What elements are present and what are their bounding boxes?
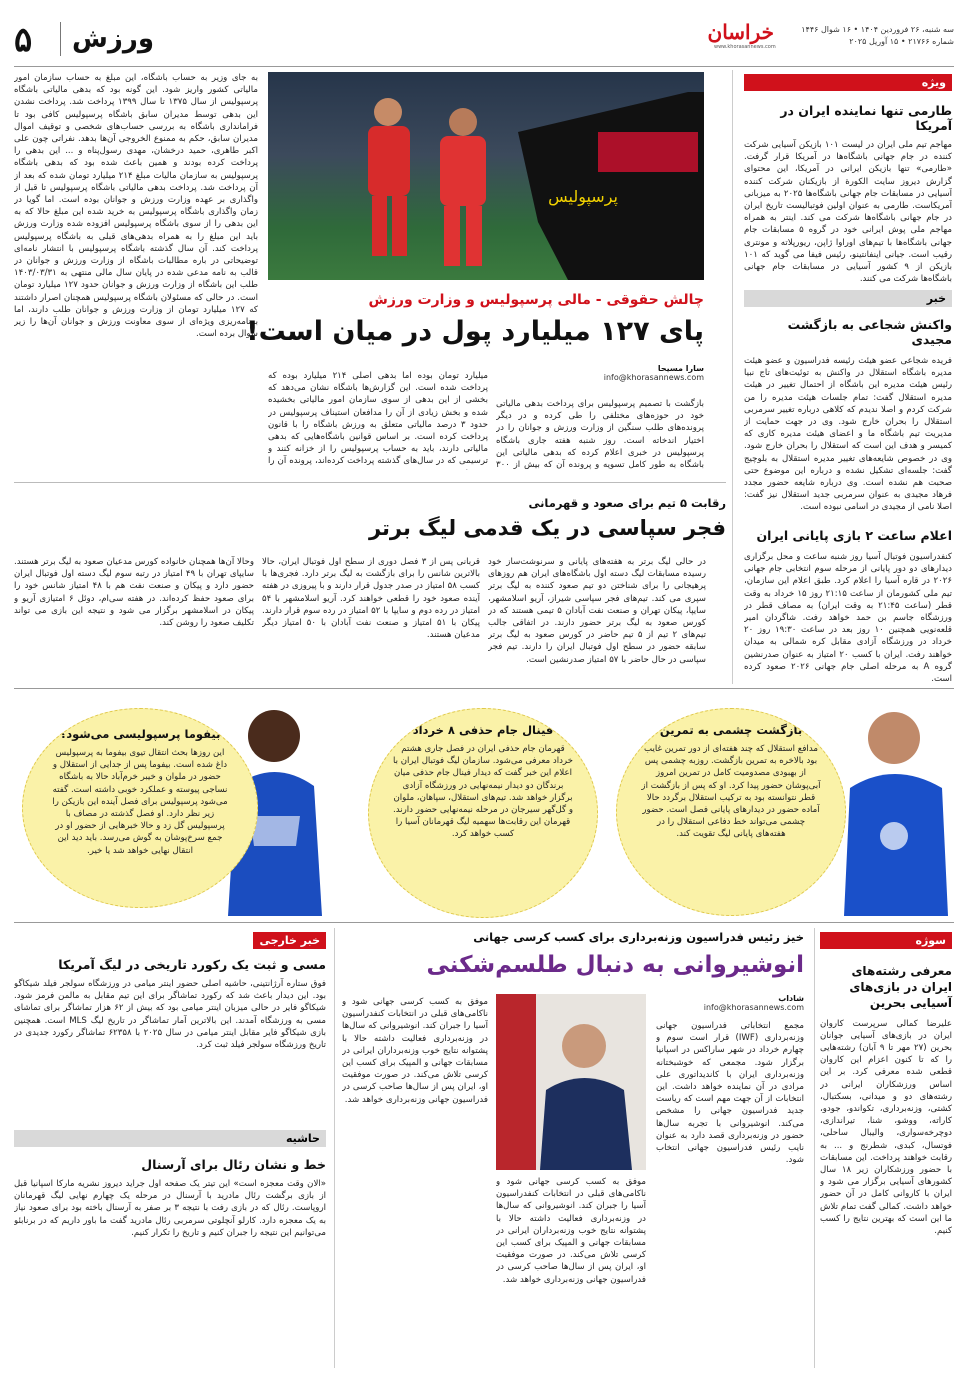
main-story-kicker: چالش حقوقی - مالی پرسپولیس و وزارت ورزش: [368, 292, 704, 308]
sidebar-special-title: طارمی تنها نماینده ایران در آمریکا: [780, 103, 952, 133]
main-story-col2: بازگشت با تصمیم پرسپولیس برای پرداخت بدهی مالیاتی خود در حوزه‌های مختلفی را طی کرده و در دیگر پرونده‌های طلب سنگین از وزارت ورزش و جوانان را در اختیار اندخاته است. روز شنبه هفته جاری باشگاه پرسپولیس در خبری اعلام کرده که بدهی مالیاتی این باشگاه به طور کامل تسویه و پرونده آن که بیش از ۳۰۰: [496, 399, 704, 470]
header-divider: [60, 22, 61, 56]
player-cheshmi-illustration: [836, 696, 956, 916]
feature-cup-final-body: قهرمان جام حذفی ایران در فصل جاری هشتم خرداد معرفی می‌شود. سازمان لیگ فوتبال ایران با اعلام این خبر گفت که دیدار فینال جام حذفی میان برندگان دو دیدار نیمه‌نهایی در ورزشگاه آزادی برگزار خواهد شد. تیم‌های استقلال، سپاهان، ملوان و گل‌گهر سیرجان در مرحله نیمه‌نهایی حضور دارند. قهرمان این رقابت‌ها سهمیه لیگ قهرمانان آسیا را کسب خواهد کرد.: [393, 744, 573, 840]
main-story-byline: [600, 364, 704, 382]
feature-cheshmi-title: بازگشت چشمی به تمرین: [659, 723, 803, 737]
main-story-headline: پای ۱۲۷ میلیارد پول در میان است!: [246, 316, 704, 347]
feature-bifouma-body: این روزها بحث انتقال تیوی بیفوما به پرسپولیس داغ شده است. بیفوما پس از جدایی از استقلال و حضور در ملوان و خیبر خرم‌آباد حالا به باشگاه نساجی پیوسته و عملکرد خوبی داشته است. گفته می‌شود پرسپولیس برای فصل آینده این بازیکن را زیر نظر دارد. او فصل گذشته در مصاف با پرسپولیس گل زد و حالا خبرهایی از حضور او در جمع سرخ‌پوشان به گوش می‌رسد. باید دید این انتقال نهایی خواهد شد یا خیر.: [52, 748, 228, 856]
page-header: [14, 14, 954, 64]
rule-fajr: [14, 688, 954, 689]
feature-cheshmi-body: مدافع استقلال که چند هفته‌ای از دور تمرین غایب بود بالاخره به تمرین بازگشت. روزبه چشمی پس از بهبودی مصدومیت کامل در تمرین امروز آبی‌پوشان حضور پیدا کرد. او که پس از بازگشت از قطر نتوانسته بود به ترکیب استقلال برگردد حالا آماده حضور در دیدارهای پایانی فصل است. حضور چشمی می‌تواند خط دفاعی استقلال را در هفته‌های پایانی لیگ تقویت کند.: [641, 744, 821, 840]
foreign-news-title: مسی و ثبت یک رکورد تاریخی در لیگ آمریکا: [58, 957, 326, 972]
page-number: ۵: [14, 20, 33, 60]
logo: خراسان: [707, 20, 774, 44]
sidebar-special: [744, 74, 952, 299]
sidebar-subject-body: علیرضا کمالی سرپرست کاروان ایران در بازی‌های آسیایی جوانان بحرین (۲۷ مهر تا ۹ آبان) رشته‌هایی را که تا کنون اعزام این کاروان قطعی شده معرفی کرد. بر این اساس ورزشکاران ایرانی در رشته‌های دو و میدانی، بسکتبال، کشتی، وزنه‌برداری، تکواندو، جودو، کاراته، ووشو، شنا، تیراندازی، دوچرخه‌سواری، والیبال ساحلی، فوتسال، کبدی، شطرنج و ... به رقابت خواهند پرداخت. این مسابقات با حضور ورزشکاران زیر ۱۸ سال کشورهای آسیایی برگزار می شود و ایران با کاروانی کامل در آن حضور خواهد داشت. کمالی گفت تمام تلاش ما این است که بهترین نتایج را کسب کنیم.: [820, 1018, 952, 1237]
wl-divider: [334, 928, 335, 1368]
sidebar-news: [744, 290, 952, 523]
anoushiravani-illustration: [496, 994, 646, 1170]
main-story-photo: [268, 72, 704, 280]
feature-cheshmi: [616, 708, 846, 916]
feature-bifouma-title: بیفوما پرسپولیسی می‌شود؟: [59, 727, 221, 741]
byline-name: سارا مسیحا: [657, 364, 704, 373]
fajr-headline: فجر سپاسی در یک قدمی لیگ برتر: [368, 516, 726, 540]
label-special: ویژه: [744, 74, 952, 91]
sidebar-divider: [732, 70, 733, 684]
feature-cup-final: [368, 708, 598, 918]
sidebar-time: [744, 528, 952, 687]
date-block: سه شنبه، ۲۶ فروردین ۱۴۰۴ • ۱۶ شوال ۱۴۴۶ شماره ۲۱۷۶۶ • ۱۵ آوریل ۲۰۲۵: [801, 25, 954, 46]
masthead: [707, 20, 776, 50]
rule-features: [14, 922, 954, 923]
sidebar-time-body: کنفدراسیون فوتبال آسیا روز شنبه ساعت و محل برگزاری دیدارهای دو دور پایانی از مرحله سوم انتخابی جام جهانی ۲۰۲۶ در قاره آسیا را اعلام کرد. طبق اعلام این سازمان، تیم ملی کشورمان از ساعت ۲۱:۱۵ روز ۱۵ خرداد به وقت قطر (ساعت ۲۱:۴۵ به وقت ایران) به مصاف قطر در ورزشگاه جاسم بن حمد خواهد رفت. شاگردان امیر قلعه‌نویی همچنین ۱۰ روز بعد در ساعت ۱۹:۳۰ روز ۲۰ خرداد در ورزشگاه آزادی مقابل کره شمالی به میدان خواهند رفت. ایران با کسب ۲۰ امتیاز به عنوان صدرنشین گروه A به مرحله اصلی جام جهانی ۲۰۲۶ صعود کرده است.: [744, 552, 952, 685]
weightlifting-headline: انوشیروانی به دنبال طلسم‌شکنی: [426, 952, 804, 978]
weightlifting-photo: [496, 994, 646, 1170]
label-news: خبر: [744, 290, 952, 307]
sidebar-news-title: واکنش شجاعی به بازگشت مجیدی: [787, 317, 952, 347]
weightlifting-col2: موفق به کسب کرسی جهانی شود و ناکامی‌های قبلی در انتخابات کنفدراسیون آسیا را جبران کند. انوشیروانی که سال‌ها در وزنه‌برداری فعالیت داشته حالا با پشتوانه نتایج خوب وزنه‌برداران ایرانی در مسابقات جهانی و المپیک برای کسب این کرسی تلاش می‌کند. در صورت موفقیت او، ایران پس از سال‌ها صاحب کرسی در فدراسیون جهانی وزنه‌برداری خواهد شد.: [342, 997, 488, 1105]
players-illustration: [268, 72, 704, 280]
date-en: ۱۵ آوریل ۲۰۲۵: [849, 37, 899, 46]
feature-bifouma: [22, 708, 258, 908]
margin-news-body: «الان وقت معجزه است» این تیتر یک صفحه اول جراید دیروز نشریه مارکا اسپانیا قبل از بازی برگشت رئال مادرید با آرسنال در مرحله یک چهارم نهایی لیگ قهرمانان اروپاست. رئال که در بازی رفت با نتیجه ۳ بر صفر به آرسنال باخته بود برای صعود نیاز به یک معجزه دارد. کارلو آنچلوتی سرمربی رئال مادرید گفت ما باور داریم که در برنابئو می‌توانیم این نتیجه را جبران کنیم و تاریخ را تکرار کنیم.: [14, 1179, 326, 1238]
fajr-col3: وحالا آن‌ها همچنان خانواده کورس مدعیان صعود به لیگ برتر هستند. سایپای تهران با ۴۹ امتیاز در رتبه سوم لیگ دسته اول فوتبال ایران حضور دارد و پیکان و صنعت نفت هم با ۴۸ امتیاز شانس خود را برای صعود حفظ کرده‌اند. در هفته سی‌ام، دوئل ۶ امتیازی آریو و پیکان در اسلامشهر برگزار می شود و نتیجه این بازی می تواند تکلیف صعود را روشن کند.: [14, 557, 254, 629]
sidebar-subject: [820, 932, 952, 1344]
weightlifting-col1b: موفق به کسب کرسی جهانی شود و ناکامی‌های قبلی در انتخابات کنفدراسیون آسیا را جبران کند. انوشیروانی که سال‌ها در وزنه‌برداری فعالیت داشته حالا با پشتوانه نتایج خوب وزنه‌برداران ایرانی در مسابقات جهانی و المپیک برای کسب این کرسی تلاش می‌کند. در صورت موفقیت او، ایران پس از سال‌ها صاحب کرسی در فدراسیون جهانی وزنه‌برداری خواهد شد.: [496, 1177, 646, 1285]
label-margin: حاشیه: [14, 1130, 326, 1147]
section-title: ورزش: [72, 24, 154, 54]
fajr-col2: قربانی پس از ۳ فصل دوری از سطح اول فوتبال ایران، حالا بالاترین شانس را برای بازگشت به لیگ برتر دارد. فجری‌ها با کسب ۵۸ امتیاز در صدر جدول قرار دارند و با پیروزی در هفته آینده صعود خود را قطعی خواهند کرد. آریو اسلامشهر با ۵۴ امتیاز در رده دوم و سایپا با ۵۲ امتیاز در رده سوم قرار دارند. پیکان با ۵۱ امتیاز و صنعت نفت آبادان با ۵۰ امتیاز دیگر مدعیان هستند.: [262, 557, 480, 641]
rule-main: [14, 482, 726, 483]
date-hijri: ۱۶ شوال ۱۴۴۶: [801, 25, 851, 34]
date-fa: سه شنبه، ۲۶ فروردین ۱۴۰۴: [860, 25, 954, 34]
weightlifting-byline: [694, 994, 804, 1012]
sidebar-time-title: اعلام ساعت ۲ بازی پایانی ایران: [756, 528, 952, 543]
label-foreign: خبر خارجی: [253, 932, 326, 949]
main-story-col1: به جای وزیر به حساب باشگاه، این مبلغ به حساب سازمان امور مالیاتی کشور واریز شود. این گونه بود که بدهی مالیاتی باشگاه پرسپولیس از سال ۱۳۷۵ تا سال ۱۳۹۹ پرداخت شد. پرداخت نشدن این بدهی توسط مدیران سابق باشگاه پرسپولیس کافی بود تا فرامانداری باشگاه به بررسی حساب‌های شخصی و توقیف اموال مدیران سابق، حکم به ممنوع الخروجی آن‌ها بدهد. نفراتی چون علی اکبر طاهری، حمید درخشان، مهدی رسول‌پناه و ... این بدهی را پرداخت کرده بودند و همین باعث شده بود که بدهی باشگاه پرسپولیس به سازمان مالیات مبلغ ۲۱۴ میلیارد تومان شده که بعد از آن پرداخت شد. پرداخت بدهی مالیاتی باشگاه پرسپولیس تا قبل از واگذاری بر عهده وزارت ورزش و جوانان بوده است. اما گویا در زمان واگذاری باشگاه پرسپولیس به خرید شده این مبلغ حالا که به این بدهی را از سوی باشگاه پرسپولیس افزوده شده وزارت ورزش باید این مبلغ را به همراه بدهی‌های قبلی به باشگاه پرسپولیس پرداخت کند. آن سال گذشته باشگاه پرسپولیس با انتشار نامه‌ای توضیحاتی در باره مطالبات باشگاه از وزارت ورزش و جوانان در قالب به نامه مدعی شده در پایان سال مالی منتهی به ۱۴۰۳/۰۳/۳۱ طلب این باشگاه از وزارت ورزش و جوانان حدود ۱۲۷ میلیارد تومان است. در حالی که مسئولان باشگاه پرسپولیس همچنان اصرار داشتند که ۱۲۷ میلیارد تومان از وزارت ورزش و جوانان طلب دارند، اما برنامه‌ریزی ویژه‌ای از سوی معاونت ورزش و جوانان آن‌ها را زیر سوال برده است.: [14, 73, 258, 340]
feature-player-photo-right: [836, 696, 956, 916]
wl-byline-email: info@khorasannews.com: [703, 1003, 804, 1012]
sidebar-news-body: فریده شجاعی عضو هیئت رئیسه فدراسیون و عضو هیئت مدیره باشگاه استقلال در واکنش به توئیت‌های تاج نبیا رئیس هیئت مدیره این باشگاه از احتمال تغییر در هیئت مدیره استقلال گفت: تمام جلسات هیئت مدیره را من شرکت کردم و اصلا ندیدم که کلاهی درباره تغییر سرمربی استقلال را بحران خارج شود. وی در جهت حمایت از مدیریت تیم باشگاه ما و اعضای هیئت مدیره کاری که کمیسر و هدف این است که استقلال را بحران خارج شود. وی در خصوص شایعه‌های تغییر مدیره استقلال به بلوچیج گفت: جلسه‌ای تشکیل نشده و درباره این موضوع حتی صحبت هم نشده است. وی درباره شایعه حضور مجدد فرهاد مجیدی به عنوان سرمربی جدید استقلال نیز گفت: اصلا نامی از مجیدی در اسامی نبوده است.: [744, 356, 952, 513]
margin-news-title: خط و نشان رئال برای آرسنال: [141, 1157, 326, 1172]
main-story-col3: میلیارد تومان بوده اما بدهی اصلی ۲۱۴ میلیارد بوده که پرداخت شده است. این گزارش‌ها باشگاه نشان می‌دهد که بخشی از این بدهی از سوی سازمان امور مالیاتی بخشیده شده و بخش زیادی از آن را مدافعان استیناف پرسپولیس در حدود ۳ درصد مالیاتی متعلق به ورزش باشگاه را با قانون پرداخت کرده است. بر اساس قوانین باشگاه‌هایی که بدهی مالیاتی دارند، باید به حساب پرسپولیس را از خزانه کنند و ترسیمی که در سال‌های گذشته پرداخت کرده‌اند، پرونده آن را: [268, 371, 488, 467]
issue-number: شماره ۲۱۷۶۶: [908, 37, 954, 46]
sidebar-special-body: مهاجم تیم ملی ایران در لیست ۱۰۱ بازیکن آسیایی شرکت کننده در جام جهانی باشگاه‌ها در آمریکا قرار گرفت. «طارمی» تنها بازیکن ایرانی در آمریکا، این محتوای گزارش دیروز سایت الکورة از بازیکنان شرکت کننده آسیایی در مسابقات جام جهانی باشگاه‌ها ۲۰۲۵ به میزبانی آمریکاست. طارمی به عنوان اولین فوتبالیست تاریخ ایران در جام جهانی باشگاه‌ها شرکت می کند. اینتر به همراه مهاجم ملی پوش ایرانی خود در گروه ۵ مسابقات جام جهانی باشگاه‌ها با تیم‌های اوراوا ژاپن، ریورپلاته و مونتری رقیب است. جیانی اینفانتینو، رئیس فیفا می گوید که ۱۰۱ بازیکن از ۹ کشور آسیایی در مسابقات جام جهانی باشگاه‌ها شرکت می کنند.: [744, 140, 952, 285]
header-rule: [14, 66, 954, 67]
svg-text:پرسپولیس: پرسپولیس: [548, 187, 618, 206]
feature-cup-final-title: فینال جام حذفی ۸ خرداد: [412, 723, 554, 737]
foreign-news: [14, 932, 326, 1128]
weightlifting-kicker: خیز رئیس فدراسیون وزنه‌برداری برای کسب کرسی جهانی: [473, 930, 804, 944]
margin-news: [14, 1130, 326, 1328]
label-subject: سوژه: [820, 932, 952, 949]
foreign-news-body: فوق ستاره آرژانتینی، حاشیه اصلی حضور اینتر میامی در ورزشگاه سولجر فیلد شیکاگو بود. این دیدار باعث شد که رکورد تماشاگر برای این تیم مقابل به مالمن فرمز شود. شیکاگو فایر در حالی میزبان اینتر میامی بود که بیش از ۶۲ هزار تماشاگر برای تماشای مسی به ورزشگاه آمدند. این بالاترین آمار تماشاگر در تاریخ لیگ MLS است. همچنین بازی شیکاگو فایر مقابل اینتر میامی در سال ۲۰۲۵ با ۶۲۳۵۸ تماشاگر رکورد جدیدی در تاریخ ورزشگاه سولجر فیلد ثبت کرد.: [14, 979, 326, 1051]
byline-email: info@khorasannews.com: [603, 373, 704, 382]
weightlifting-col1: مجمع انتخاباتی فدراسیون جهانی وزنه‌برداری (IWF) قرار است سوم و چهارم خرداد در شهر ساراکس در اسپانیا برگزار شود. مجمعی که خوشبختانه وزنه‌برداری ایران با کاندیداتوری علی مرادی در آن نماینده خواهد داشت. این انتخابات از آن جهت مهم است که ریاست جدید فدراسیون جهانی را مشخص می‌کند. انوشیروانی با تجربه سال‌ها حضور در وزنه‌برداری قصد دارد به عنوان نایب رئیس فدراسیون جهانی انتخاب شود.: [656, 1021, 804, 1166]
sidebar-subject-title: معرفی رشته‌های ایران در بازی‌های آسیایی بحرین: [849, 964, 952, 1011]
site-url: www.khorasannews.com: [714, 44, 776, 50]
fajr-col1: در حالی لیگ برتر به هفته‌های پایانی و سرنوشت‌ساز خود رسیده مسابقات لیگ دسته اول باشگاه‌های ایران هم روزهای پرهیجانی را برای شناختن دو تیم صعود کننده به لیگ برتر سپری می کند. تیم‌های فجر سپاسی شیراز، آریو اسلامشهر، سایپا، پیکان تهران و صنعت نفت آبادان ۵ تیمی هستند که در کورس صعود به لیگ برتر حضور دارند. در اتفاقی جالب تیم‌های ۲ تیم از ۵ تیم حاضر در کورس صعود به لیگ برتر سابقه حضور در سطح اول فوتبال ایران را دارند. تیم فجر سپاسی در حال حاضر با ۵۷ امتیاز صدرنشین است.: [488, 557, 706, 665]
subject-divider: [814, 928, 815, 1368]
wl-byline-name: شاداب: [778, 994, 804, 1003]
fajr-kicker: رقابت ۵ تیم برای صعود و قهرمانی: [528, 496, 726, 510]
